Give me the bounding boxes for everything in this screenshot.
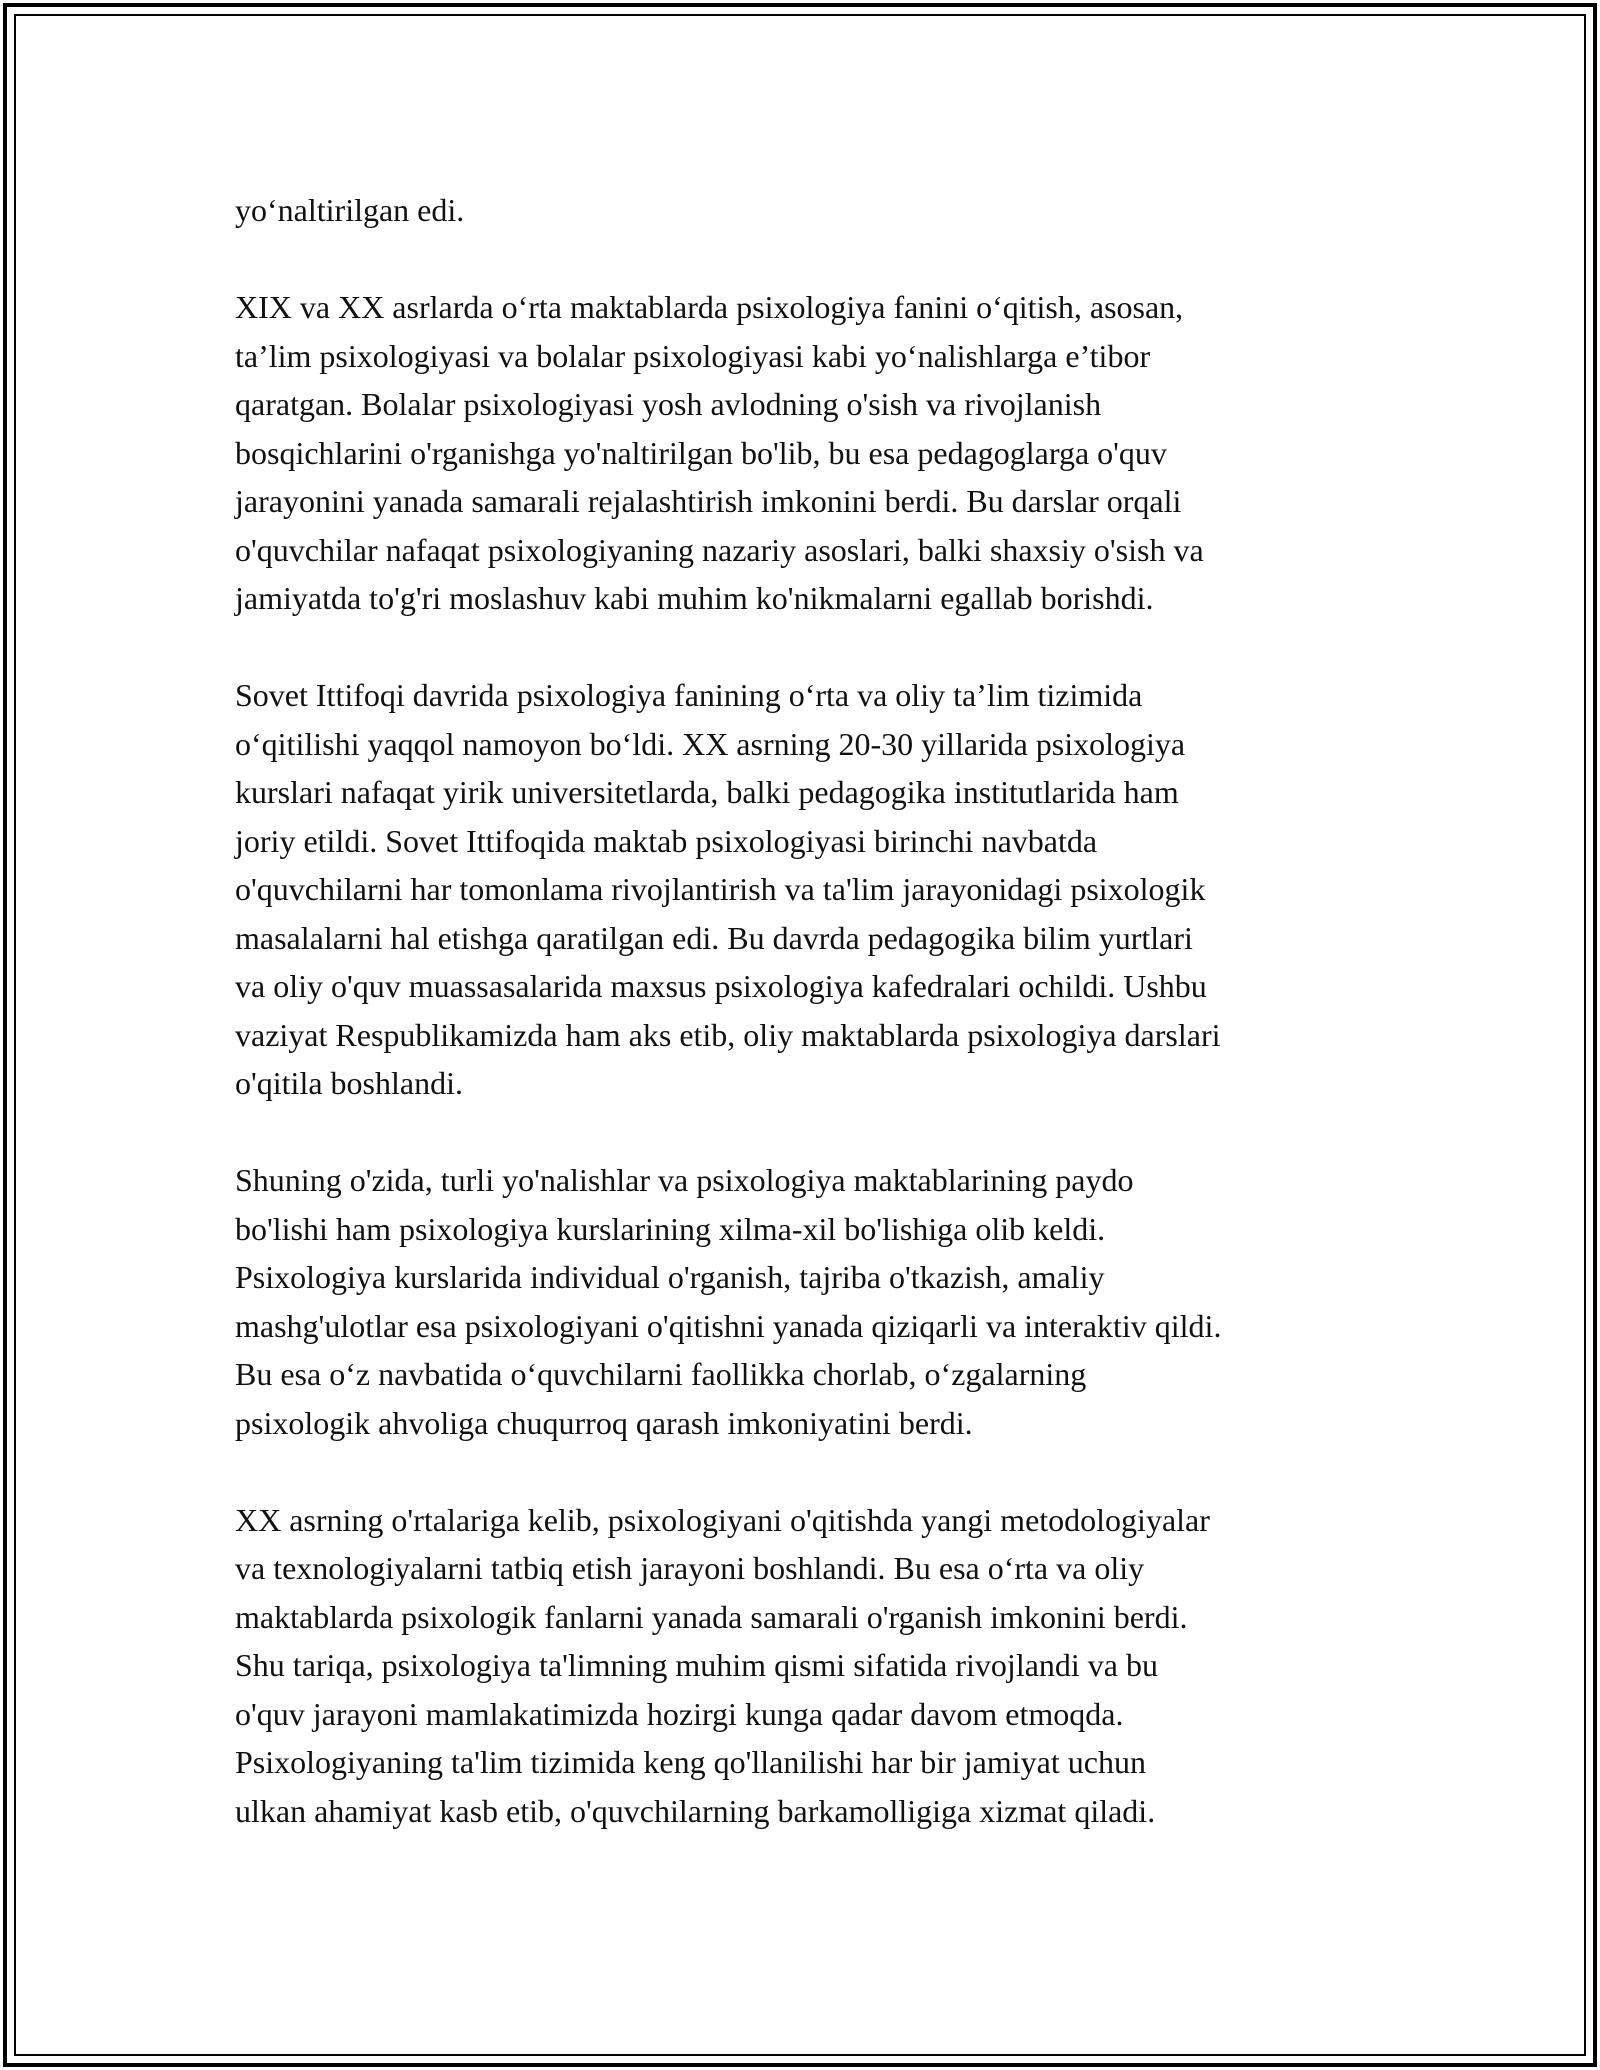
text-line: Sovet Ittifoqi davrida psixologiya fanining o‘rta va oliy ta’lim tizimida bbox=[235, 677, 1143, 713]
text-line: o'quvchilar nafaqat psixologiyaning nazariy asoslari, balki shaxsiy o'sish va bbox=[235, 531, 1204, 568]
text-line: o'quvchilarni har tomonlama rivojlantirish va ta'lim jarayonidagi psixologik bbox=[235, 871, 1206, 907]
text-line: ulkan ahamiyat kasb etib, o'quvchilarning barkamolligiga xizmat qiladi. bbox=[235, 1792, 1156, 1829]
text-line: va oliy o'quv muassasalarida maxsus psixologiya kafedralari ochildi. Ushbu bbox=[235, 968, 1207, 1004]
text-line: Shu tariqa, psixologiya ta'limning muhim qismi sifatida rivojlandi va bu bbox=[235, 1647, 1158, 1683]
text-line: maktablarda psixologik fanlarni yanada samarali o'rganish imkonini berdi. bbox=[235, 1598, 1188, 1635]
text-line: Psixologiyaning ta'lim tizimida keng qo'llanilishi har bir jamiyat uchun bbox=[235, 1744, 1146, 1780]
paragraph-soviet-period bbox=[235, 671, 1375, 1108]
text-line: Psixologiya kurslarida individual o'rganish, tajriba o'tkazish, amaliy bbox=[235, 1259, 1105, 1295]
text-line: kurslari nafaqat yirik universitetlarda, balki pedagogika institutlarida ham bbox=[235, 774, 1179, 810]
paragraph-mid-xx-century bbox=[235, 1496, 1375, 1836]
text-line: bo'lishi ham psixologiya kurslarining xilma-xil bo'lishiga olib keldi. bbox=[235, 1210, 1106, 1247]
text-line: yo‘naltirilgan edi. bbox=[235, 192, 465, 228]
text-line: vaziyat Respublikamizda ham aks etib, oliy maktablarda psixologiya darslari bbox=[235, 1016, 1221, 1053]
text-line: ta’lim psixologiyasi va bolalar psixologiyasi kabi yo‘nalishlarga e’tibor bbox=[235, 337, 1151, 374]
text-line: XX asrning o'rtalariga kelib, psixologiyani o'qitishda yangi metodologiyalar bbox=[235, 1501, 1210, 1538]
text-line: o'quv jarayoni mamlakatimizda hozirgi kunga qadar davom etmoqda. bbox=[235, 1695, 1124, 1732]
text-line: jarayonini yanada samarali rejalashtirish imkonini berdi. Bu darslar orqali bbox=[235, 483, 1182, 519]
paragraph-xix-xx-centuries bbox=[235, 283, 1375, 623]
text-line: bosqichlarini o'rganishga yo'naltirilgan bo'lib, bu esa pedagoglarga o'quv bbox=[235, 434, 1167, 471]
text-line: joriy etildi. Sovet Ittifoqida maktab psixologiyasi birinchi navbatda bbox=[235, 822, 1098, 859]
text-line: Shuning o'zida, turli yo'nalishlar va psixologiya maktablarining paydo bbox=[235, 1162, 1134, 1198]
paragraph-continuation bbox=[235, 186, 1375, 235]
text-line: Bu esa o‘z navbatida o‘quvchilarni faollikka chorlab, o‘zgalarning bbox=[235, 1356, 1087, 1392]
text-line: qaratgan. Bolalar psixologiyasi yosh avlodning o'sish va rivojlanish bbox=[235, 386, 1102, 422]
text-line: va texnologiyalarni tatbiq etish jarayoni boshlandi. Bu esa o‘rta va oliy bbox=[235, 1550, 1145, 1586]
text-line: XIX va XX asrlarda o‘rta maktablarda psixologiya fanini o‘qitish, asosan, bbox=[235, 289, 1184, 325]
text-line: mashg'ulotlar esa psixologiyani o'qitishni yanada qiziqarli va interaktiv qildi. bbox=[235, 1307, 1222, 1344]
text-line: o'qitila boshlandi. bbox=[235, 1065, 463, 1101]
paragraph-schools-of-psychology bbox=[235, 1156, 1375, 1447]
text-line: jamiyatda to'g'ri moslashuv kabi muhim ko'nikmalarni egallab borishdi. bbox=[235, 580, 1154, 616]
text-line: o‘qitilishi yaqqol namoyon bo‘ldi. XX asrning 20-30 yillarida psixologiya bbox=[235, 725, 1186, 762]
text-line: masalalarni hal etishga qaratilgan edi. Bu davrda pedagogika bilim yurtlari bbox=[235, 919, 1193, 956]
text-line: psixologik ahvoliga chuqurroq qarash imkoniyatini berdi. bbox=[235, 1404, 973, 1441]
document-body bbox=[235, 186, 1375, 1884]
